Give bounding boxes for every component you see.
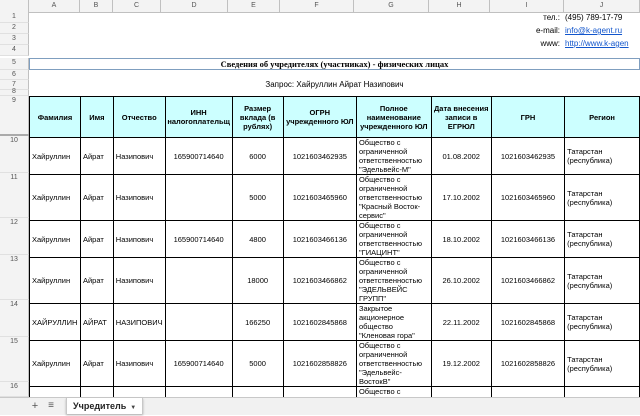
cell-first-name[interactable] — [80, 387, 113, 398]
cell-first-name[interactable]: Айрат — [80, 175, 113, 221]
cell-amount[interactable]: 5000 — [232, 175, 283, 221]
phone-label: тел.: — [543, 13, 560, 22]
cell-first-name[interactable]: Айрат — [80, 258, 113, 304]
header-amount[interactable]: Размер вклада (в рублях) — [232, 97, 283, 138]
cell-inn[interactable]: 165900714640 — [165, 221, 232, 258]
cell-first-name[interactable]: Айрат — [80, 138, 113, 175]
row-header-12[interactable]: 12 — [0, 218, 29, 255]
cell-inn[interactable] — [165, 175, 232, 221]
table-row — [30, 387, 640, 398]
cell-company-name[interactable]: Общество с ограниченной ответственностью "ЭДЕЛЬВЕЙС ГРУПП" — [356, 258, 431, 304]
cell-middle-name[interactable]: Назипович — [113, 221, 165, 258]
row-header-1[interactable]: 1 — [0, 12, 29, 23]
header-company-name[interactable]: Полное наименование учрежденного ЮЛ — [356, 97, 431, 138]
header-date[interactable]: Дата внесения записи в ЕГРЮЛ — [431, 97, 491, 138]
row-header-2[interactable]: 2 — [0, 23, 29, 34]
cell-amount[interactable]: 166250 — [232, 304, 283, 341]
cell-region[interactable]: Татарстан (республика) — [565, 341, 640, 387]
report-title: Сведения об учредителях (участниках) - физических лицах — [29, 58, 640, 70]
cell-inn[interactable] — [165, 387, 232, 398]
row-header-7[interactable]: 7 — [0, 80, 29, 90]
sheet-tab-founders[interactable] — [66, 398, 143, 414]
table-header-row — [30, 97, 640, 138]
cell-first-name[interactable]: Айрат — [80, 221, 113, 258]
header-last-name[interactable]: Фамилия — [30, 97, 81, 138]
founders-table — [29, 96, 640, 397]
cell-grn[interactable]: 1021603462935 — [491, 138, 564, 175]
row-header-16[interactable]: 16 — [0, 382, 29, 397]
cell-last-name[interactable]: Хайруллин — [30, 221, 81, 258]
cell-date[interactable]: 18.10.2002 — [431, 221, 491, 258]
triangle-down-icon[interactable]: ▼ — [130, 405, 137, 411]
cell-inn[interactable]: 165900714640 — [165, 341, 232, 387]
cell-last-name[interactable]: Хайруллин — [30, 341, 81, 387]
cell-ogrn[interactable]: 1021603462935 — [283, 138, 356, 175]
row-header-14[interactable]: 14 — [0, 300, 29, 337]
column-header-e[interactable]: E — [228, 0, 280, 12]
row-header-5[interactable]: 5 — [0, 58, 29, 70]
header-first-name[interactable]: Имя — [80, 97, 113, 138]
cell-date[interactable]: 01.08.2002 — [431, 138, 491, 175]
table-row — [30, 304, 640, 341]
row-header-10[interactable]: 10 — [0, 136, 29, 173]
column-header-h[interactable]: H — [429, 0, 490, 12]
cell-middle-name[interactable]: Назипович — [113, 175, 165, 221]
cell-ogrn[interactable]: 1021603466862 — [283, 258, 356, 304]
cell-middle-name[interactable]: Назипович — [113, 138, 165, 175]
cell-region[interactable]: Татарстан (республика) — [565, 175, 640, 221]
column-header-bar — [0, 0, 640, 13]
header-middle-name[interactable]: Отчество — [113, 97, 165, 138]
cell-company-name[interactable]: Закрытое акционерное общество "Кленовая гора" — [356, 304, 431, 341]
cell-ogrn[interactable]: 1021602858826 — [283, 341, 356, 387]
row-header-11[interactable]: 11 — [0, 173, 29, 218]
cell-company-name[interactable]: Общество с ограниченной ответственностью "ГИАЦИНТ" — [356, 221, 431, 258]
cell-last-name[interactable]: Хайруллин — [30, 138, 81, 175]
cell-region[interactable]: Татарстан (республика) — [565, 221, 640, 258]
column-header-i[interactable]: I — [490, 0, 564, 12]
column-header-j[interactable]: J — [564, 0, 640, 12]
phone-value: (495) 789-17-79 — [565, 13, 623, 22]
cell-amount[interactable]: 6000 — [232, 138, 283, 175]
row-header-3[interactable]: 3 — [0, 34, 29, 45]
row-header-8[interactable]: 8 — [0, 90, 29, 96]
row-header-13[interactable]: 13 — [0, 255, 29, 300]
cell-amount[interactable]: 18000 — [232, 258, 283, 304]
column-header-b[interactable]: B — [80, 0, 113, 12]
cell-company-name[interactable]: Общество с ограниченной ответственностью "Эдельвейс-ВостокВ" — [356, 341, 431, 387]
cell-ogrn[interactable] — [283, 387, 356, 398]
column-header-c[interactable]: C — [113, 0, 161, 12]
cell-last-name[interactable]: Хайруллин — [30, 175, 81, 221]
cell-grn[interactable]: 1021603465960 — [491, 175, 564, 221]
cell-middle-name[interactable]: Назипович — [113, 258, 165, 304]
sheet-tabs-bar — [0, 397, 640, 415]
table-row — [30, 341, 640, 387]
cell-ogrn[interactable]: 1021602845868 — [283, 304, 356, 341]
row-header-15[interactable]: 15 — [0, 337, 29, 382]
cell-date[interactable]: 19.12.2002 — [431, 341, 491, 387]
cell-date[interactable] — [431, 387, 491, 398]
cell-first-name[interactable]: Айрат — [80, 341, 113, 387]
email-label: e-mail: — [535, 26, 560, 35]
cell-ogrn[interactable]: 1021603465960 — [283, 175, 356, 221]
column-header-d[interactable]: D — [161, 0, 228, 12]
cell-region[interactable] — [565, 387, 640, 398]
table-row — [30, 138, 640, 175]
cell-date[interactable]: 26.10.2002 — [431, 258, 491, 304]
cell-inn[interactable]: 165900714640 — [165, 138, 232, 175]
cell-middle-name[interactable]: НАЗИПОВИЧ — [113, 304, 165, 341]
select-all-corner[interactable] — [0, 0, 29, 12]
cell-grn[interactable]: 1021603466136 — [491, 221, 564, 258]
cell-company-name[interactable]: Общество с ограниченной ответственностью "Красный Восток-сервис" — [356, 175, 431, 221]
cell-date[interactable]: 17.10.2002 — [431, 175, 491, 221]
sheet-tab-label: Учредитель — [73, 401, 127, 411]
plus-icon[interactable]: + — [31, 400, 39, 412]
list-icon[interactable]: ≡ — [48, 400, 54, 411]
column-header-f[interactable]: F — [280, 0, 354, 12]
table-row — [30, 221, 640, 258]
header-ogrn[interactable]: ОГРН учрежденного ЮЛ — [283, 97, 356, 138]
cell-grn[interactable] — [491, 387, 564, 398]
cell-company-name[interactable]: Общество с ограниченной ответственностью "Эдельвейс-М" — [356, 138, 431, 175]
cell-region[interactable]: Татарстан (республика) — [565, 138, 640, 175]
cell-grn[interactable]: 1021603466862 — [491, 258, 564, 304]
table-row — [30, 258, 640, 304]
www-label: www: — [540, 39, 560, 48]
cell-last-name[interactable]: Хайруллин — [30, 258, 81, 304]
column-header-g[interactable]: G — [354, 0, 429, 12]
cell-first-name[interactable]: АЙРАТ — [80, 304, 113, 341]
table-row — [30, 175, 640, 221]
cell-amount[interactable] — [232, 387, 283, 398]
cell-region[interactable]: Татарстан (республика) — [565, 258, 640, 304]
cell-last-name[interactable]: ХАЙРУЛЛИН — [30, 304, 81, 341]
website-link[interactable]: http://www.k-agen — [565, 39, 629, 48]
header-inn[interactable]: ИНН налогоплательщ — [165, 97, 232, 138]
cell-last-name[interactable] — [30, 387, 81, 398]
cell-middle-name[interactable]: Назипович — [113, 341, 165, 387]
cell-ogrn[interactable]: 1021603466136 — [283, 221, 356, 258]
cell-company-name[interactable]: Общество с — [356, 387, 431, 398]
row-header-9[interactable]: 9 — [0, 96, 29, 136]
cell-inn[interactable] — [165, 258, 232, 304]
email-link[interactable]: info@k-agent.ru — [565, 26, 623, 35]
cell-grn[interactable]: 1021602845868 — [491, 304, 564, 341]
cell-amount[interactable]: 5000 — [232, 341, 283, 387]
cell-middle-name[interactable] — [113, 387, 165, 398]
row-header-4[interactable]: 4 — [0, 45, 29, 56]
header-region[interactable]: Регион — [565, 97, 640, 138]
cell-inn[interactable] — [165, 304, 232, 341]
header-grn[interactable]: ГРН — [491, 97, 564, 138]
query-text: Запрос: Хайруллин Айрат Назипович — [265, 80, 404, 89]
row-header-6[interactable]: 6 — [0, 70, 29, 80]
column-header-a[interactable]: A — [29, 0, 80, 12]
cell-region[interactable]: Татарстан (республика) — [565, 304, 640, 341]
cell-grn[interactable]: 1021602858826 — [491, 341, 564, 387]
cell-date[interactable]: 22.11.2002 — [431, 304, 491, 341]
cell-amount[interactable]: 4800 — [232, 221, 283, 258]
